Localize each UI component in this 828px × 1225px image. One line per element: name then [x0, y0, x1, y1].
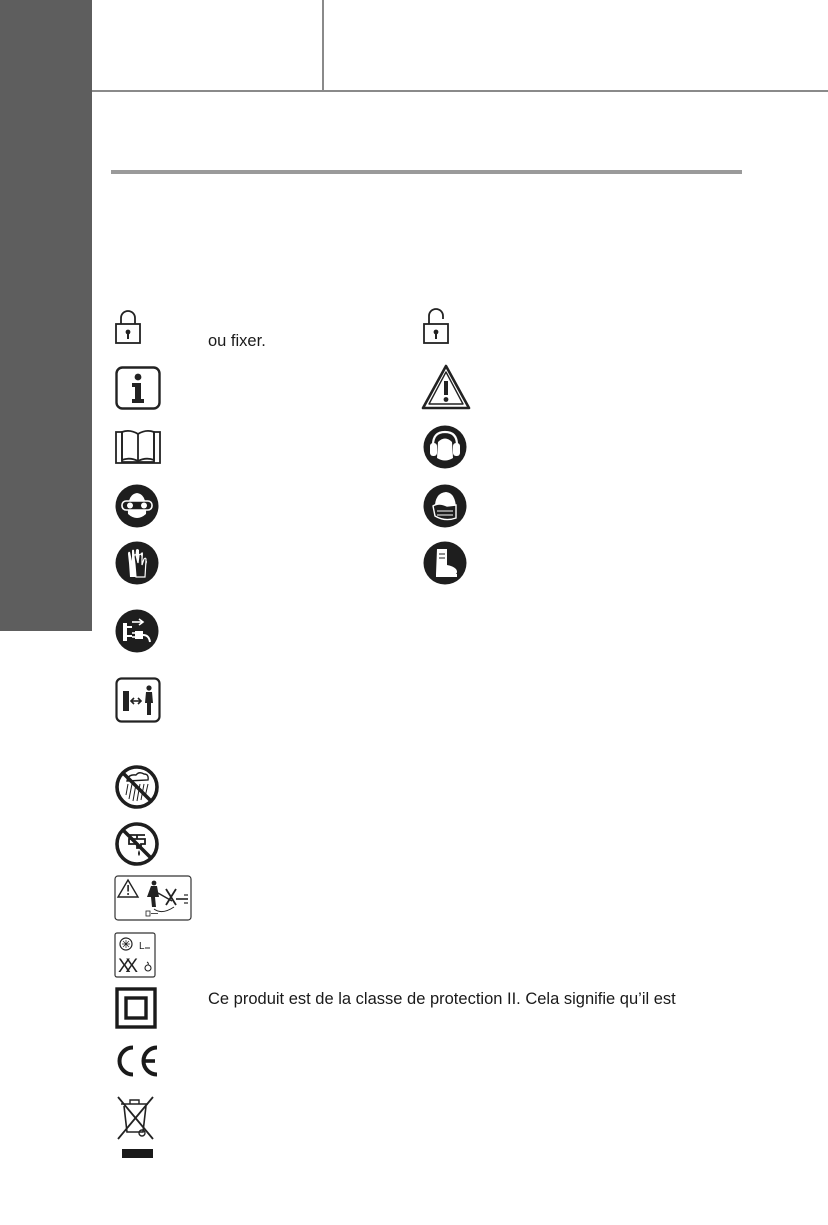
- ear-protection-icon: [423, 425, 467, 469]
- sound-label-xx: XX: [118, 956, 138, 977]
- no-water-icon: [115, 822, 159, 866]
- gloves-icon: [115, 541, 159, 585]
- section-rule: [111, 170, 742, 174]
- sound-label-l: L: [139, 941, 145, 952]
- header-line: [92, 90, 828, 92]
- sound-power-label-icon: [114, 932, 156, 978]
- info-icon: [115, 366, 161, 410]
- header-divider: [322, 0, 324, 90]
- dust-mask-icon: [423, 484, 467, 528]
- safety-boots-icon: [423, 541, 467, 585]
- ce-mark-icon: [113, 1044, 161, 1078]
- keep-distance-icon: [115, 677, 161, 723]
- class-ii-icon: [115, 987, 157, 1029]
- lock-description: ou fixer.: [208, 332, 266, 350]
- warning-triangle-icon: [421, 364, 471, 410]
- read-manual-icon: [114, 428, 162, 464]
- eye-protection-icon: [115, 484, 159, 528]
- cable-warning-icon: [114, 875, 192, 921]
- unplug-icon: [115, 609, 159, 653]
- class-ii-description: Ce produit est de la classe de protection II. Cela signifie qu’il est: [208, 990, 676, 1008]
- no-rain-icon: [115, 765, 159, 809]
- side-chapter-tab: [0, 0, 92, 631]
- weee-bin-icon: [115, 1092, 157, 1162]
- lock-closed-icon: [115, 309, 141, 344]
- lock-open-icon: [423, 308, 449, 344]
